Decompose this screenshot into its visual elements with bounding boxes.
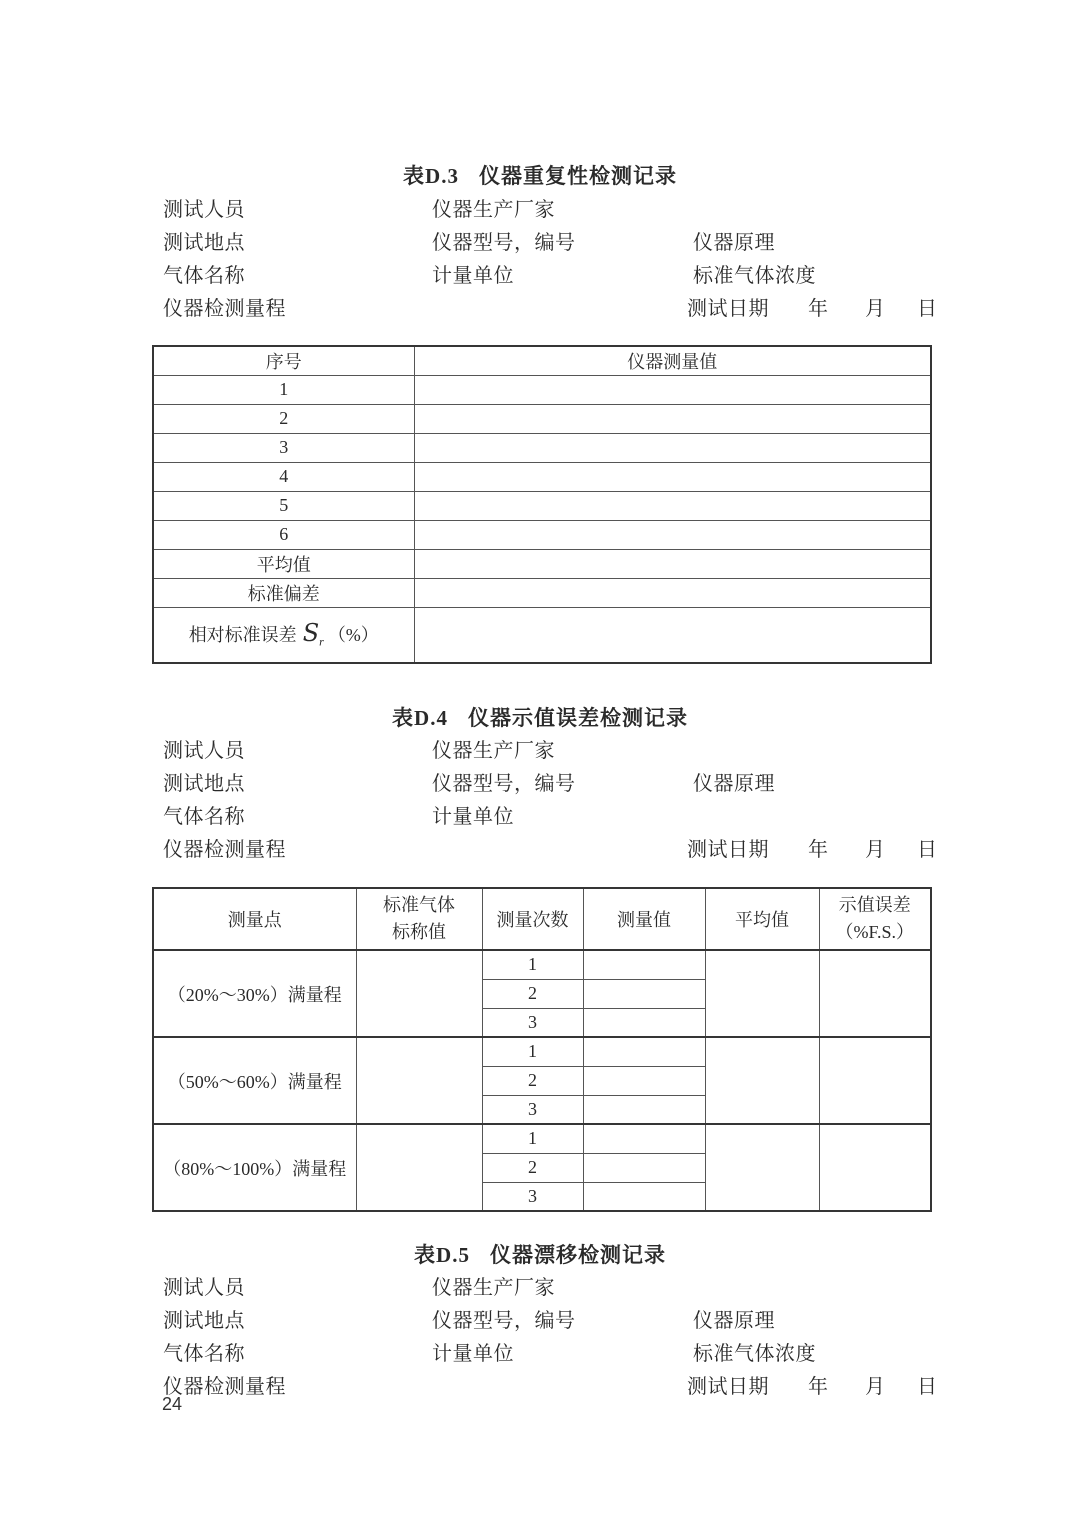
table-row [153, 404, 931, 433]
principle-label: 仪器原理 [693, 773, 775, 795]
model-label: 仪器型号，编号 [432, 1310, 576, 1332]
unit-label: 计量单位 [432, 806, 514, 828]
field-row [163, 292, 953, 325]
unit-label: 计量单位 [432, 265, 514, 287]
month-label: 月 [865, 839, 886, 861]
table-row [153, 520, 931, 549]
d4-table-number: 表D.4 [392, 706, 448, 730]
blank-cell [583, 1008, 705, 1037]
seq-cell: 2 [153, 404, 414, 433]
blank-cell [414, 520, 931, 549]
tester-label: 测试人员 [163, 740, 245, 762]
principle-label: 仪器原理 [693, 1310, 775, 1332]
year-label: 年 [808, 839, 829, 861]
d5-section-title [0, 1239, 1080, 1269]
seq-cell: 6 [153, 520, 414, 549]
field-row [163, 1337, 953, 1370]
table-row [153, 491, 931, 520]
point-cell: （80%～100%）满量程 [153, 1124, 356, 1211]
model-label: 仪器型号，编号 [432, 232, 576, 254]
gas-name-label: 气体名称 [163, 806, 245, 828]
blank-cell [414, 549, 931, 578]
tester-label: 测试人员 [163, 1277, 245, 1299]
d3-table-number: 表D.3 [403, 164, 459, 188]
blank-cell [414, 607, 931, 663]
blank-cell [583, 1153, 705, 1182]
table-header-row [153, 888, 931, 950]
blank-cell [356, 1037, 482, 1124]
table-row [153, 607, 931, 663]
range-label: 仪器检测量程 [163, 839, 286, 861]
principle-label: 仪器原理 [693, 232, 775, 254]
field-row [163, 734, 953, 767]
unit-label: 计量单位 [432, 1343, 514, 1365]
value-column-header: 仪器测量值 [414, 346, 931, 375]
run-number-cell: 2 [482, 1153, 583, 1182]
manufacturer-label: 仪器生产厂家 [432, 1277, 555, 1299]
field-row [163, 767, 953, 800]
seq-column-header: 序号 [153, 346, 414, 375]
d5-header-fields [163, 1271, 953, 1403]
formula-subscript: r [319, 635, 324, 650]
blank-cell [705, 950, 819, 1037]
field-row [163, 226, 953, 259]
page-number: 24 [162, 1394, 183, 1414]
value-column-header: 测量值 [583, 888, 705, 950]
month-label: 月 [865, 1376, 886, 1398]
blank-cell [583, 1124, 705, 1153]
d3-section-title [0, 160, 1080, 190]
blank-cell [414, 578, 931, 607]
d4-indication-error-table [152, 887, 932, 1212]
std-gas-conc-label: 标准气体浓度 [693, 265, 816, 287]
table-row [153, 950, 931, 979]
field-row [163, 1304, 953, 1337]
gas-name-label: 气体名称 [163, 265, 245, 287]
day-label: 日 [917, 298, 938, 320]
seq-cell: 1 [153, 375, 414, 404]
field-row [163, 833, 953, 866]
formula-suffix: （%） [327, 625, 379, 646]
table-row [153, 578, 931, 607]
d5-table-number: 表D.5 [414, 1243, 470, 1267]
table-header-row [153, 346, 931, 375]
relative-std-error-label-cell [153, 607, 414, 663]
blank-cell [705, 1037, 819, 1124]
average-column-header: 平均值 [705, 888, 819, 950]
blank-cell [414, 462, 931, 491]
run-number-cell: 3 [482, 1095, 583, 1124]
gas-name-label: 气体名称 [163, 1343, 245, 1365]
model-label: 仪器型号，编号 [432, 773, 576, 795]
d3-header-fields [163, 193, 953, 325]
year-label: 年 [808, 298, 829, 320]
field-row [163, 1271, 953, 1304]
manufacturer-label: 仪器生产厂家 [432, 740, 555, 762]
field-row [163, 259, 953, 292]
table-row [153, 462, 931, 491]
run-number-cell: 1 [482, 1037, 583, 1066]
location-label: 测试地点 [163, 232, 245, 254]
seq-cell: 4 [153, 462, 414, 491]
run-number-cell: 2 [482, 979, 583, 1008]
blank-cell [705, 1124, 819, 1211]
error-column-header: 示值误差 （%F.S.） [819, 888, 931, 950]
times-column-header: 测量次数 [482, 888, 583, 950]
field-row [163, 1370, 953, 1403]
range-label: 仪器检测量程 [163, 1376, 286, 1398]
run-number-cell: 2 [482, 1066, 583, 1095]
field-row [163, 193, 953, 226]
d3-table-title-text: 仪器重复性检测记录 [478, 164, 677, 188]
d4-table-title-text: 仪器示值误差检测记录 [467, 706, 688, 730]
formula-symbol: S [302, 619, 320, 648]
blank-cell [819, 950, 931, 1037]
std-gas-conc-label: 标准气体浓度 [693, 1343, 816, 1365]
std-deviation-label-cell: 标准偏差 [153, 578, 414, 607]
point-column-header: 测量点 [153, 888, 356, 950]
blank-cell [583, 979, 705, 1008]
location-label: 测试地点 [163, 773, 245, 795]
location-label: 测试地点 [163, 1310, 245, 1332]
table-row [153, 433, 931, 462]
year-label: 年 [808, 1376, 829, 1398]
blank-cell [356, 950, 482, 1037]
std-gas-column-header: 标准气体 标称值 [356, 888, 482, 950]
blank-cell [583, 1095, 705, 1124]
manufacturer-label: 仪器生产厂家 [432, 199, 555, 221]
blank-cell [819, 1037, 931, 1124]
range-label: 仪器检测量程 [163, 298, 286, 320]
blank-cell [583, 1037, 705, 1066]
blank-cell [819, 1124, 931, 1211]
table-row [153, 1124, 931, 1153]
blank-cell [414, 491, 931, 520]
blank-cell [414, 404, 931, 433]
run-number-cell: 1 [482, 950, 583, 979]
d5-table-title-text: 仪器漂移检测记录 [489, 1243, 666, 1267]
average-label-cell: 平均值 [153, 549, 414, 578]
test-date-label: 测试日期 [687, 1376, 769, 1398]
d4-section-title [0, 702, 1080, 732]
point-cell: （20%～30%）满量程 [153, 950, 356, 1037]
d4-header-fields [163, 734, 953, 866]
day-label: 日 [917, 1376, 938, 1398]
table-row [153, 375, 931, 404]
table-row [153, 1037, 931, 1066]
tester-label: 测试人员 [163, 199, 245, 221]
field-row [163, 800, 953, 833]
month-label: 月 [865, 298, 886, 320]
blank-cell [356, 1124, 482, 1211]
blank-cell [583, 1066, 705, 1095]
table-row [153, 549, 931, 578]
point-cell: （50%～60%）满量程 [153, 1037, 356, 1124]
blank-cell [583, 950, 705, 979]
test-date-label: 测试日期 [687, 298, 769, 320]
formula-prefix: 相对标准误差 [188, 625, 297, 646]
seq-cell: 3 [153, 433, 414, 462]
run-number-cell: 1 [482, 1124, 583, 1153]
d3-repeatability-table [152, 345, 932, 664]
blank-cell [583, 1182, 705, 1211]
blank-cell [414, 375, 931, 404]
blank-cell [414, 433, 931, 462]
run-number-cell: 3 [482, 1182, 583, 1211]
run-number-cell: 3 [482, 1008, 583, 1037]
seq-cell: 5 [153, 491, 414, 520]
day-label: 日 [917, 839, 938, 861]
test-date-label: 测试日期 [687, 839, 769, 861]
